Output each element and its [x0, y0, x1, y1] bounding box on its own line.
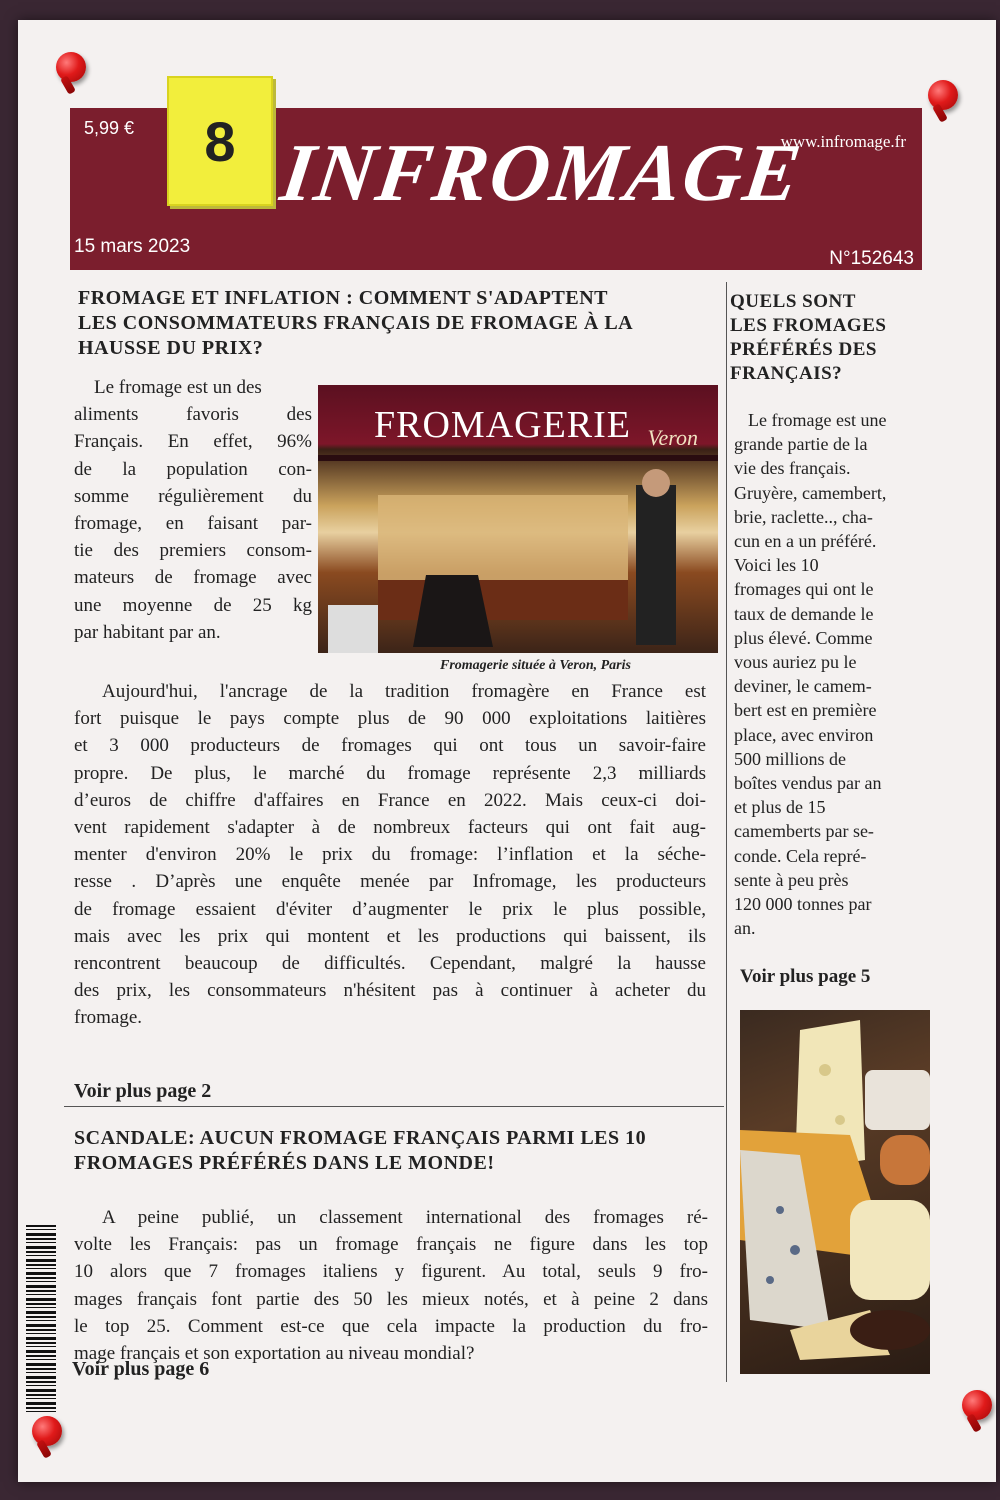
headline-line: SCANDALE: AUCUN FROMAGE FRANÇAIS PARMI LES 10: [74, 1127, 647, 1149]
text-line: de fromage essaient d'éviter d’augmenter le prix le plus possible,: [74, 898, 706, 920]
text-line: Le fromage est une: [748, 410, 887, 430]
text-line: sente à peu près: [734, 869, 849, 890]
barcode: [26, 1225, 56, 1415]
article-divider: [64, 1106, 724, 1107]
price-label: 5,99 €: [84, 118, 135, 138]
text-line: vent rapidement s'adapter à de nombreux facteurs qui ont fait aug-: [74, 817, 706, 839]
text-line: somme régulièrement du: [74, 485, 312, 507]
text-line: des prix, les consommateurs n'hésitent pas à continuer à acheter du: [74, 980, 706, 1002]
headline-line: LES FROMAGES: [730, 315, 887, 336]
text-line: 500 millions de: [734, 748, 846, 769]
cheese-illustration: [740, 1010, 930, 1374]
text-line: fromage, en faisant par-: [74, 513, 312, 535]
text-line: conde. Cela repré-: [734, 845, 867, 866]
headline-line: FROMAGE ET INFLATION : COMMENT S'ADAPTENT: [78, 287, 608, 309]
headline-line: QUELS SONT: [730, 291, 856, 312]
text-line: Voici les 10: [734, 555, 819, 576]
text-line: boîtes vendus par an: [734, 773, 882, 794]
text-line: vous auriez pu le: [734, 652, 857, 673]
text-line: Français. En effet, 96%: [74, 431, 312, 453]
column-divider: [726, 282, 727, 1382]
text-line: 10 alors que 7 fromages italiens y figurent. Au total, seuls 9 fro-: [74, 1261, 708, 1283]
issue-number: N°152643: [829, 248, 914, 269]
headline-line: HAUSSE DU PRIX?: [78, 337, 264, 359]
text-line: aliments favoris des: [74, 404, 312, 426]
text-line: le top 25. Comment est-ce que cela impacte la production du fro-: [74, 1315, 708, 1337]
text-line: camemberts par se-: [734, 821, 874, 842]
article1-headline: [78, 286, 718, 361]
text-line: taux de demande le: [734, 603, 874, 624]
text-line: vie des français.: [734, 458, 851, 479]
issue-date: 15 mars 2023: [74, 236, 191, 257]
headline-line: LES CONSOMMATEURS FRANÇAIS DE FROMAGE À LA: [78, 312, 634, 334]
text-line: une moyenne de 25 kg: [74, 594, 312, 616]
headline-line: PRÉFÉRÉS DES: [730, 339, 877, 360]
text-line: par habitant par an.: [74, 621, 221, 643]
text-line: plus élevé. Comme: [734, 627, 873, 648]
text-line: A peine publié, un classement international des fromages ré-: [102, 1207, 708, 1228]
text-line: 120 000 tonnes par: [734, 894, 872, 915]
text-line: d’euros de chiffre d'affaires en France en 2022. Mais ceux-ci doi-: [74, 789, 706, 811]
text-line: place, avec environ: [734, 724, 874, 745]
text-line: volte les Français: pas un fromage français ne figure dans les top: [74, 1234, 708, 1256]
text-line: resse . D’après une enquête menée par Infromage, les producteurs: [74, 871, 706, 893]
text-line: brie, raclette.., cha-: [734, 506, 873, 527]
pushpin-top-left: [56, 52, 86, 82]
cheese-photo: [740, 1010, 930, 1374]
text-line: Le fromage est un des: [94, 377, 262, 398]
text-line: mage français et son exportation au niveau mondial?: [74, 1343, 475, 1365]
text-line: bert est en première: [734, 700, 877, 721]
sidebar-headline: [730, 290, 930, 386]
text-line: mais avec les prix qui montent et les productions qui baissent, ils: [74, 925, 706, 947]
text-line: grande partie de la: [734, 434, 868, 455]
text-line: Aujourd'hui, l'ancrage de la tradition fromagère en France est: [102, 681, 706, 702]
text-line: rencontrent beaucoup de difficultés. Cependant, malgré la hausse: [74, 953, 706, 975]
text-line: tie des premiers consom-: [74, 540, 312, 562]
page-number-badge: 8: [167, 76, 273, 206]
text-line: mateurs de fromage avec: [74, 567, 312, 589]
pushpin-top-right: [928, 80, 958, 110]
article2-headline: [74, 1126, 714, 1176]
article1-see-more[interactable]: Voir plus page 2: [74, 1080, 212, 1102]
article2-see-more[interactable]: Voir plus page 6: [72, 1358, 210, 1380]
text-line: fromages qui ont le: [734, 579, 874, 600]
text-line: an.: [734, 918, 756, 939]
text-line: fromage.: [74, 1007, 143, 1029]
sidebar-see-more[interactable]: Voir plus page 5: [740, 966, 871, 987]
article1-intro: [74, 374, 312, 646]
headline-line: FRANÇAIS?: [730, 363, 843, 384]
text-line: menter d'environ 20% le prix du fromage: l’inflation et la séche-: [74, 844, 706, 866]
text-line: deviner, le camem-: [734, 676, 872, 697]
photo-caption: Fromagerie située à Veron, Paris: [440, 658, 631, 673]
photo-sign-text: Veron: [647, 425, 698, 450]
shop-scene-illustration: [318, 385, 718, 653]
article1-body: [74, 678, 706, 1032]
fromagerie-photo: [318, 385, 718, 653]
masthead: [70, 108, 922, 270]
headline-line: FROMAGES PRÉFÉRÉS DANS LE MONDE!: [74, 1152, 495, 1174]
text-line: propre. De plus, le marché du fromage représente 2,3 milliards: [74, 762, 706, 784]
pushpin-bottom-left: [32, 1416, 62, 1446]
newspaper-title: INFROMAGE: [275, 127, 808, 218]
photo-awning-text: FROMAGERIE: [374, 404, 632, 446]
text-line: Gruyère, camembert,: [734, 482, 887, 503]
sidebar-body: [734, 408, 934, 940]
text-line: cun en a un préféré.: [734, 531, 877, 552]
text-line: et plus de 15: [734, 797, 826, 818]
text-line: et 3 000 producteurs de fromages qui ont tous un savoir-faire: [74, 735, 706, 757]
pushpin-bottom-right: [962, 1390, 992, 1420]
article2-body: [74, 1204, 708, 1367]
website-url: www.infromage.fr: [780, 132, 906, 151]
text-line: de la population con-: [74, 458, 312, 480]
text-line: mages français font partie des 50 les mieux notés, et à peine 2 dans: [74, 1288, 708, 1310]
text-line: fort puisque le pays compte plus de 90 000 exploitations laitières: [74, 708, 706, 730]
